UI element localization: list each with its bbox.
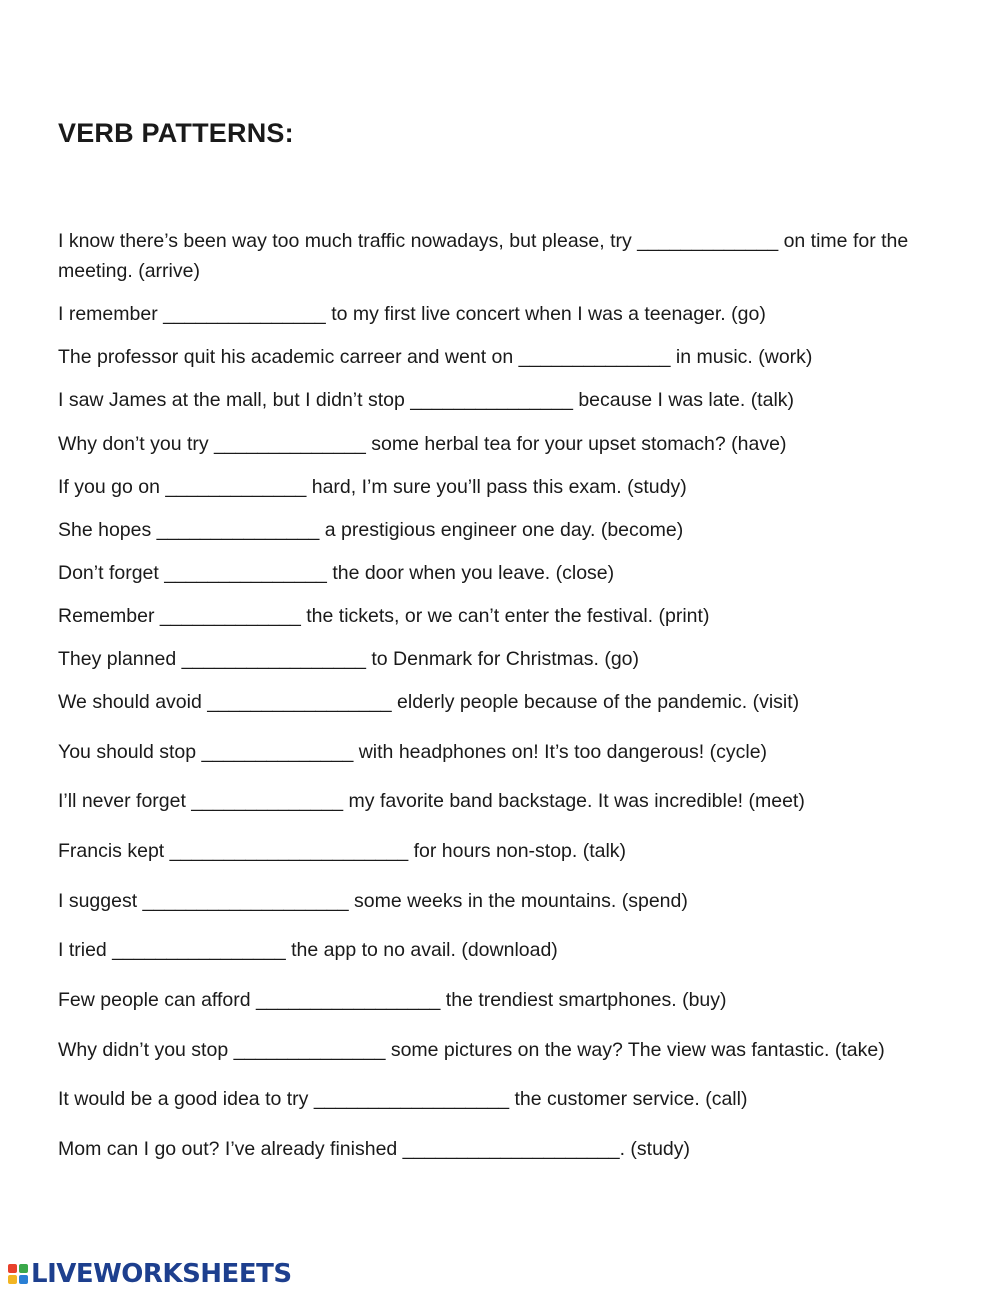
list-item: Why didn’t you stop ______________ some pictures on the way? The view was fantastic. (take)	[58, 1039, 885, 1061]
list-item: Don’t forget _______________ the door when you leave. (close)	[58, 562, 615, 584]
list-item: If you go on _____________ hard, I’m sure you’ll pass this exam. (study)	[58, 476, 687, 498]
list-item: The professor quit his academic carreer and went on ______________ in music. (work)	[58, 346, 813, 368]
list-item: I know there’s been way too much traffic nowadays, but please, try _____________ on time for the meeting. (arrive)	[58, 230, 909, 282]
list-item: We should avoid _________________ elderly people because of the pandemic. (visit)	[58, 691, 800, 713]
list-item: I remember _______________ to my first live concert when I was a teenager. (go)	[58, 303, 766, 325]
list-item: They planned _________________ to Denmark for Christmas. (go)	[58, 648, 640, 670]
list-item: Mom can I go out? I’ve already finished ____________________. (study)	[58, 1138, 691, 1160]
list-item: It would be a good idea to try __________________ the customer service. (call)	[58, 1088, 748, 1110]
page-title: VERB PATTERNS:	[58, 118, 294, 148]
logo-squares-icon	[8, 1264, 28, 1284]
list-item: Francis kept ______________________ for hours non-stop. (talk)	[58, 840, 627, 862]
logo-text: LIVEWORKSHEETS	[31, 1259, 292, 1289]
list-item: I suggest ___________________ some weeks in the mountains. (spend)	[58, 890, 688, 912]
list-item: I’ll never forget ______________ my favorite band backstage. It was incredible! (meet)	[58, 790, 805, 812]
list-item: Few people can afford _________________ the trendiest smartphones. (buy)	[58, 989, 727, 1011]
list-item: Why don’t you try ______________ some herbal tea for your upset stomach? (have)	[58, 433, 787, 455]
list-item: I saw James at the mall, but I didn’t stop _______________ because I was late. (talk)	[58, 389, 795, 411]
liveworksheets-logo	[8, 1258, 292, 1290]
list-item: She hopes _______________ a prestigious engineer one day. (become)	[58, 519, 684, 541]
list-item: I tried ________________ the app to no avail. (download)	[58, 939, 558, 961]
list-item: Remember _____________ the tickets, or we can’t enter the festival. (print)	[58, 605, 710, 627]
list-item: You should stop ______________ with headphones on! It’s too dangerous! (cycle)	[58, 741, 768, 763]
